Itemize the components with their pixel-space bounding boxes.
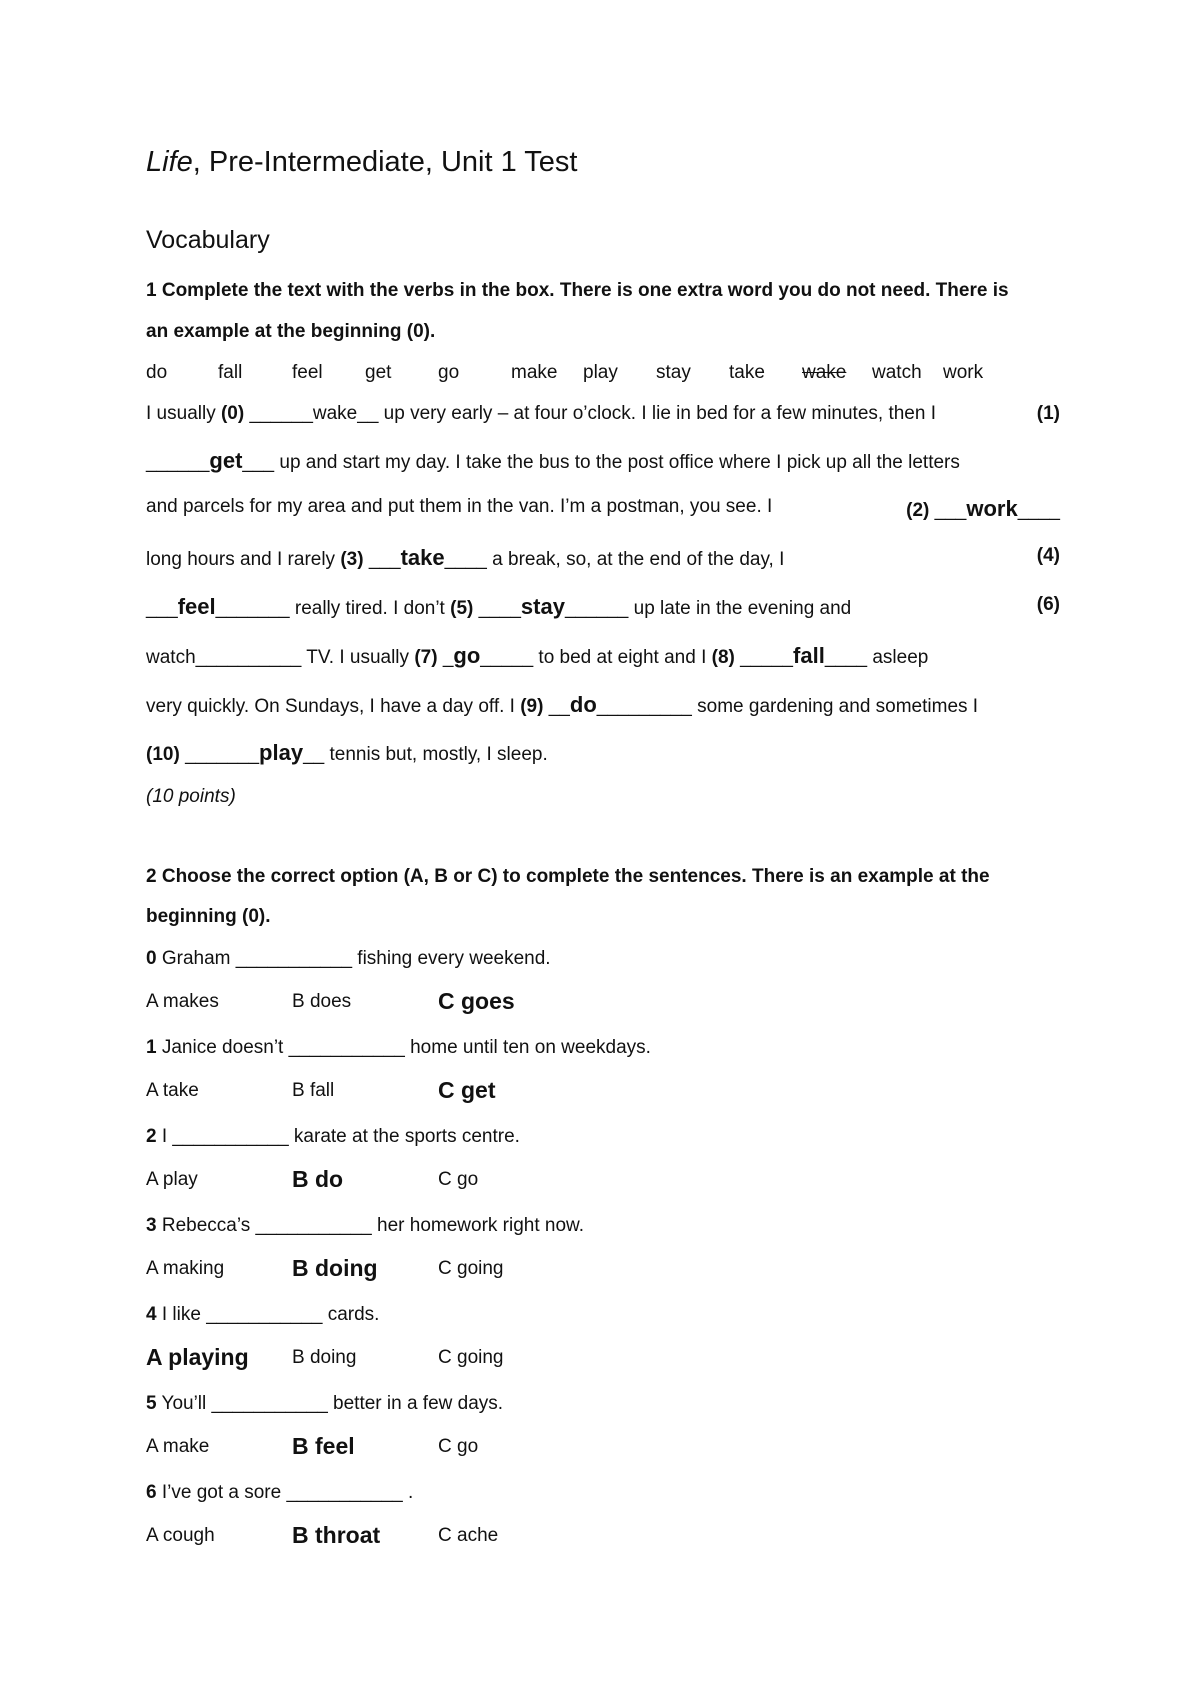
option: C ache xyxy=(438,1525,499,1546)
text-line: very quickly. On Sundays, I have a day off. I (9) __do_________ some gardening and sometimes I xyxy=(146,692,979,717)
word-box-item: go xyxy=(438,362,460,383)
exercise2-instruction-cont: beginning (0). xyxy=(146,906,271,927)
text-line: ______get___ up and start my day. I take the bus to the post office where I pick up all the letters xyxy=(146,448,960,473)
text-line: watch__________ TV. I usually (7) _go_____ to bed at eight and I (8) _____fall____ asleep xyxy=(146,643,929,668)
option: A cough xyxy=(146,1525,215,1546)
option: C go xyxy=(438,1169,479,1190)
answer: play xyxy=(259,740,304,765)
text-line: and parcels for my area and put them in the van. I’m a postman, you see. I (2) ___work____ xyxy=(146,496,1060,521)
question-text: 6 I’ve got a sore ___________ . xyxy=(146,1482,414,1503)
word-box-item: feel xyxy=(292,362,323,383)
question-text: 4 I like ___________ cards. xyxy=(146,1304,380,1325)
answer: fall xyxy=(793,643,825,668)
option: A making xyxy=(146,1258,225,1279)
word-box-item: fall xyxy=(218,362,243,383)
question-text: 2 I ___________ karate at the sports centre. xyxy=(146,1126,520,1147)
option: C going xyxy=(438,1347,504,1368)
answer: go xyxy=(453,643,481,668)
points-label: (10 points) xyxy=(146,786,236,807)
option: B fall xyxy=(292,1080,335,1101)
answer: stay xyxy=(520,594,565,619)
option: C going xyxy=(438,1258,504,1279)
option-selected: B throat xyxy=(292,1522,381,1548)
answer: do xyxy=(569,692,597,717)
option: A make xyxy=(146,1436,210,1457)
word-box-item: watch xyxy=(872,362,922,383)
option-selected: C goes xyxy=(438,988,515,1014)
option: C go xyxy=(438,1436,479,1457)
word-box-item: make xyxy=(511,362,558,383)
option-selected: B do xyxy=(292,1166,344,1192)
word-box-item-example: wake xyxy=(802,362,847,383)
text-line: ___feel_______ really tired. I don’t (5) ____stay______ up late in the evening and (6) xyxy=(146,594,1060,619)
word-box xyxy=(146,362,1060,386)
option-selected: B doing xyxy=(292,1255,378,1281)
word-box-item: stay xyxy=(656,362,691,383)
question-text: 0 Graham ___________ fishing every weekend. xyxy=(146,948,551,969)
exercise2-instruction: 2 Choose the correct option (A, B or C) to complete the sentences. There is an example at the xyxy=(146,866,990,887)
option: A take xyxy=(146,1080,199,1101)
section-heading: Vocabulary xyxy=(146,226,270,254)
question-text: 5 You’ll ___________ better in a few days. xyxy=(146,1393,504,1414)
option: A makes xyxy=(146,991,219,1012)
page-title: Life, Pre-Intermediate, Unit 1 Test xyxy=(146,146,578,178)
question-text: 1 Janice doesn’t ___________ home until ten on weekdays. xyxy=(146,1037,651,1058)
word-box-item: get xyxy=(365,362,392,383)
word-box-item: take xyxy=(729,362,765,383)
text-line: (10) _______play__ tennis but, mostly, I sleep. xyxy=(146,740,548,765)
option-selected: A playing xyxy=(146,1344,249,1370)
option: A play xyxy=(146,1169,198,1190)
question-text: 3 Rebecca’s ___________ her homework right now. xyxy=(146,1215,585,1236)
option-selected: B feel xyxy=(292,1433,355,1459)
option: B does xyxy=(292,991,352,1012)
option-selected: C get xyxy=(438,1077,496,1103)
word-box-item: play xyxy=(583,362,618,383)
option: B doing xyxy=(292,1347,357,1368)
word-box-item: do xyxy=(146,362,168,383)
text-line: I usually (0) ______wake__ up very early – at four o’clock. I lie in bed for a few minutes, then I (1) xyxy=(146,403,1060,424)
answer: take xyxy=(400,545,445,570)
text-line: long hours and I rarely (3) ___take____ a break, so, at the end of the day, I (4) xyxy=(146,545,1060,570)
answer: get xyxy=(209,448,243,473)
answer: work xyxy=(966,496,1018,521)
word-box-item: work xyxy=(943,362,984,383)
answer: feel xyxy=(177,594,216,619)
exercise1-instruction: 1 Complete the text with the verbs in the box. There is one extra word you do not need. There is xyxy=(146,280,1009,301)
exercise1-instruction-cont: an example at the beginning (0). xyxy=(146,321,436,342)
